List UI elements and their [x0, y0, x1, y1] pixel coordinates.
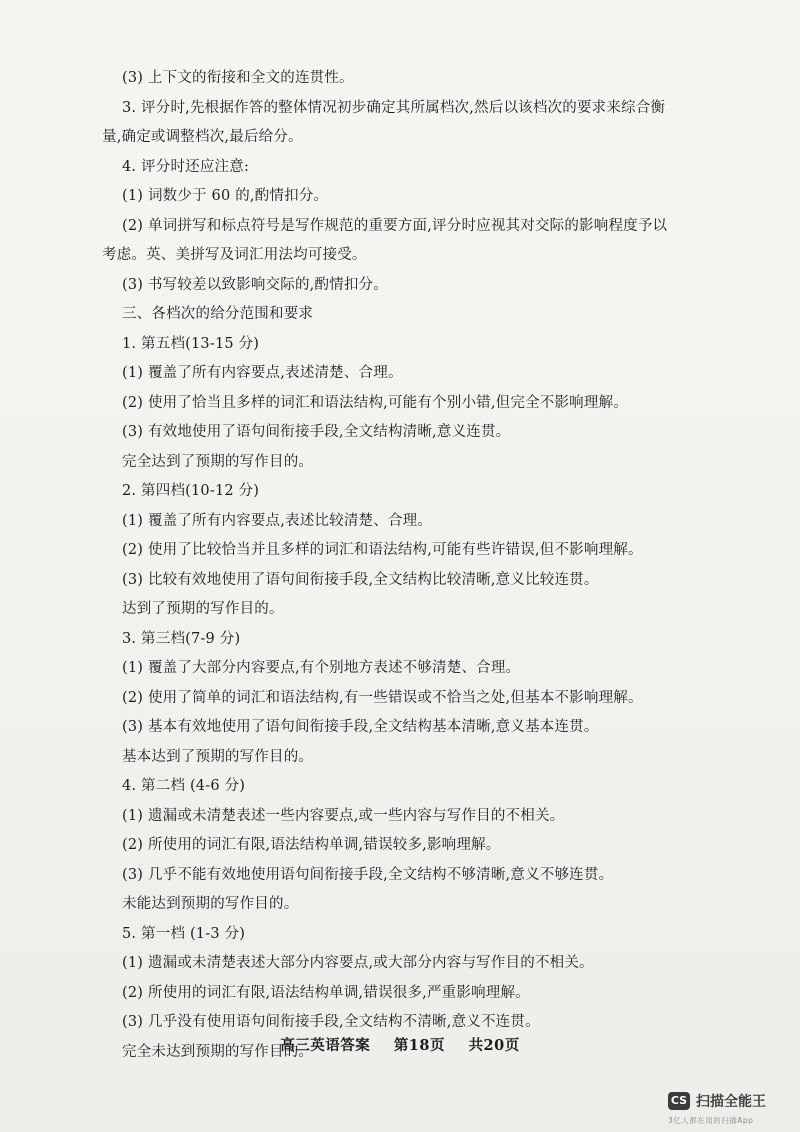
text-line: (1) 覆盖了所有内容要点,表述比较清楚、合理。	[122, 512, 433, 529]
text-line: (1) 遗漏或未清楚表述一些内容要点,或一些内容与写作目的不相关。	[122, 807, 565, 824]
footer-page-number: 第18页	[393, 1037, 445, 1054]
scanner-watermark	[668, 1086, 788, 1126]
camscanner-logo-icon: CS	[668, 1092, 690, 1110]
text-line: (2) 使用了恰当且多样的词汇和语法结构,可能有个别小错,但完全不影响理解。	[122, 394, 628, 411]
footer-doc-title: 高三英语答案	[280, 1037, 371, 1054]
text-line: 三、各档次的给分范围和要求	[122, 306, 314, 322]
text-line: (1) 遗漏或未清楚表述大部分内容要点,或大部分内容与写作目的不相关。	[122, 955, 594, 971]
text-line: 量,确定或调整档次,最后给分。	[102, 129, 303, 145]
text-line: (1) 覆盖了所有内容要点,表述清楚、合理。	[122, 365, 403, 381]
text-line: (3) 上下文的衔接和全文的连贯性。	[122, 70, 354, 86]
text-line: (3) 基本有效地使用了语句间衔接手段,全文结构基本清晰,意义基本连贯。	[122, 719, 599, 735]
text-line: 考虑。英、美拼写及词汇用法均可接受。	[102, 247, 367, 263]
text-line: (1) 词数少于 60 的,酌情扣分。	[122, 188, 329, 204]
text-line: 未能达到预期的写作目的。	[122, 896, 299, 912]
text-line: 基本达到了预期的写作目的。	[122, 748, 314, 765]
text-line: 4. 评分时还应注意:	[122, 158, 250, 175]
text-line: (2) 使用了比较恰当并且多样的词汇和语法结构,可能有些许错误,但不影响理解。	[122, 542, 643, 558]
text-line: (3) 有效地使用了语句间衔接手段,全文结构清晰,意义连贯。	[122, 424, 511, 440]
text-line: 达到了预期的写作目的。	[122, 601, 284, 617]
text-line: (1) 覆盖了大部分内容要点,有个别地方表述不够清楚、合理。	[122, 660, 521, 676]
text-line: (3) 几乎不能有效地使用语句间衔接手段,全文结构不够清晰,意义不够连贯。	[122, 866, 614, 883]
answer-key-text	[102, 64, 722, 1067]
text-line: 2. 第四档(10-12 分)	[122, 483, 260, 499]
text-line: (2) 所使用的词汇有限,语法结构单调,错误很多,严重影响理解。	[122, 984, 530, 1001]
page-footer	[0, 1034, 800, 1055]
text-line: 3. 评分时,先根据作答的整体情况初步确定其所属档次,然后以该档次的要求来综合衡	[122, 99, 666, 116]
watermark-app-name: 扫描全能王	[696, 1094, 766, 1110]
text-line: (2) 单词拼写和标点符号是写作规范的重要方面,评分时应视其对交际的影响程度予以	[122, 217, 668, 234]
text-line: (3) 比较有效地使用了语句间衔接手段,全文结构比较清晰,意义比较连贯。	[122, 571, 599, 588]
text-line: (3) 几乎没有使用语句间衔接手段,全文结构不清晰,意义不连贯。	[122, 1014, 540, 1030]
footer-total-pages: 共20页	[468, 1037, 520, 1054]
text-line: 1. 第五档(13-15 分)	[122, 335, 260, 352]
watermark-tagline: 3亿人都在用的扫描App	[668, 1116, 754, 1125]
text-line: (3) 书写较差以致影响交际的,酌情扣分。	[122, 276, 388, 293]
text-line: (2) 所使用的词汇有限,语法结构单调,错误较多,影响理解。	[122, 837, 501, 853]
text-line: 3. 第三档(7-9 分)	[122, 630, 241, 647]
text-line: 4. 第二档 (4-6 分)	[122, 778, 246, 794]
text-line: 完全达到了预期的写作目的。	[122, 453, 314, 470]
text-line: (2) 使用了简单的词汇和语法结构,有一些错误或不恰当之处,但基本不影响理解。	[122, 689, 643, 706]
text-line: 5. 第一档 (1-3 分)	[122, 925, 246, 942]
text-line: 完全未达到预期的写作目的。	[122, 1043, 314, 1060]
